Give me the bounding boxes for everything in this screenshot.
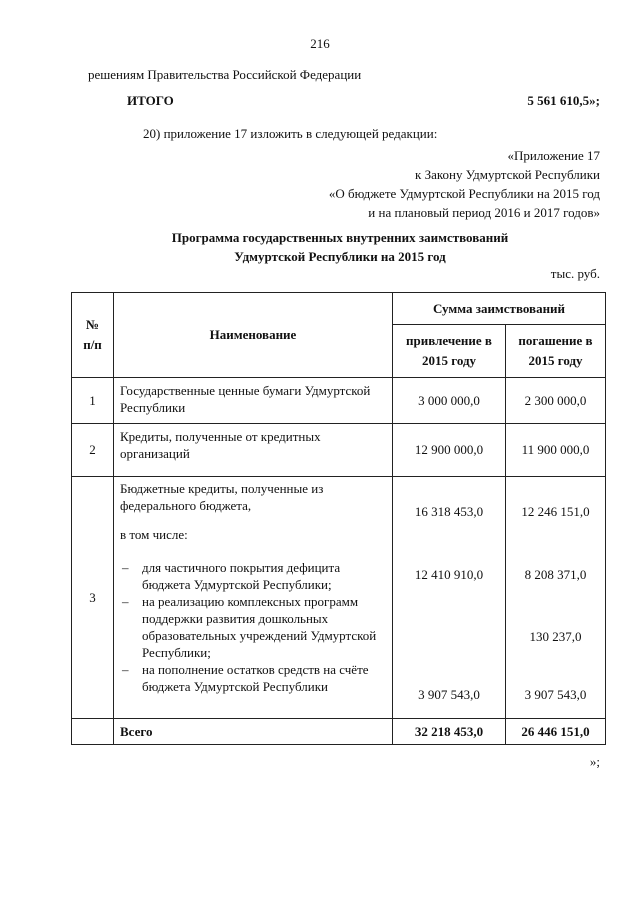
- total-num-cell: [72, 719, 114, 745]
- page-number: 216: [310, 36, 330, 51]
- table-row: [72, 378, 606, 424]
- row-repay-cell: [506, 477, 606, 719]
- row-name-cell: [114, 424, 393, 477]
- row-attract-cell: [393, 477, 506, 719]
- total-attract: 32 218 453,0: [393, 719, 506, 745]
- sub2-repay: 130 237,0: [529, 629, 582, 644]
- row-attract: 12 900 000,0: [393, 424, 506, 477]
- previous-text: решениям Правительства Российской Федерации: [88, 67, 362, 82]
- appendix-line: «Приложение 17: [507, 148, 600, 163]
- row-num: 2: [72, 424, 114, 477]
- itogo-value: 5 561 610,5»;: [527, 93, 600, 108]
- doc-title-line1: Программа государственных внутренних заимствований: [171, 230, 509, 245]
- header-num: № п/п: [72, 293, 114, 378]
- header-sum: Сумма заимствований: [393, 293, 606, 325]
- row-name: Государственные ценные бумаги Удмуртской Республики: [120, 383, 371, 415]
- table-row: [72, 477, 606, 719]
- table-row: [72, 424, 606, 477]
- header-name: Наименование: [114, 293, 393, 378]
- sub1-attract: 12 410 910,0: [414, 567, 484, 582]
- row-name: Бюджетные кредиты, полученные из федерального бюджета,: [120, 481, 324, 513]
- total-repay: 26 446 151,0: [506, 719, 606, 745]
- table-total-row: [72, 719, 606, 745]
- row-attract: 3 000 000,0: [393, 378, 506, 424]
- sub3-attract: 3 907 543,0: [418, 687, 480, 702]
- row-name: Кредиты, полученные от кредитных организаций: [120, 429, 321, 461]
- borrowing-table: [71, 292, 606, 745]
- sub3-repay: 3 907 543,0: [524, 687, 587, 702]
- appendix-line: «О бюджете Удмуртской Республики на 2015 год: [328, 186, 600, 201]
- appendix-line: к Закону Удмуртской Республики: [415, 167, 600, 182]
- row-repay: 11 900 000,0: [506, 424, 606, 477]
- appendix-line: и на плановый период 2016 и 2017 годов»: [368, 205, 600, 220]
- appendix-header: [329, 146, 600, 222]
- including-label: в том числе:: [120, 527, 188, 542]
- row-num: 1: [72, 378, 114, 424]
- total-label: Всего: [120, 723, 153, 739]
- sub-item: – для частичного покрытия дефицита бюджета Удмуртской Республики;: [120, 559, 386, 593]
- units-label: тыс. руб.: [550, 266, 600, 281]
- row-name-cell: [114, 477, 393, 719]
- row-name-cell: [114, 378, 393, 424]
- header-attract: привлечение в 2015 году: [393, 325, 506, 378]
- sub-item: – на реализацию комплексных программ поддержки развития дошкольных образовательных учреждений Удмуртской Республики;: [120, 593, 386, 661]
- sub-item: – на пополнение остатков средств на счёте бюджета Удмуртской Республики: [120, 661, 386, 695]
- sub1-repay: 8 208 371,0: [524, 567, 587, 582]
- row-repay: 12 246 151,0: [521, 504, 590, 519]
- row-attract: 16 318 453,0: [414, 504, 484, 519]
- amendment-text: 20) приложение 17 изложить в следующей редакции:: [143, 126, 438, 141]
- row-num: 3: [72, 477, 114, 719]
- doc-title-line2: Удмуртской Республики на 2015 год: [234, 249, 446, 264]
- table-header-row: [72, 293, 606, 325]
- closing-quote: »;: [589, 754, 600, 769]
- row-repay: 2 300 000,0: [506, 378, 606, 424]
- itogo-label: ИТОГО: [127, 93, 174, 108]
- header-repay: погашение в 2015 году: [506, 325, 606, 378]
- total-label-cell: [114, 719, 393, 745]
